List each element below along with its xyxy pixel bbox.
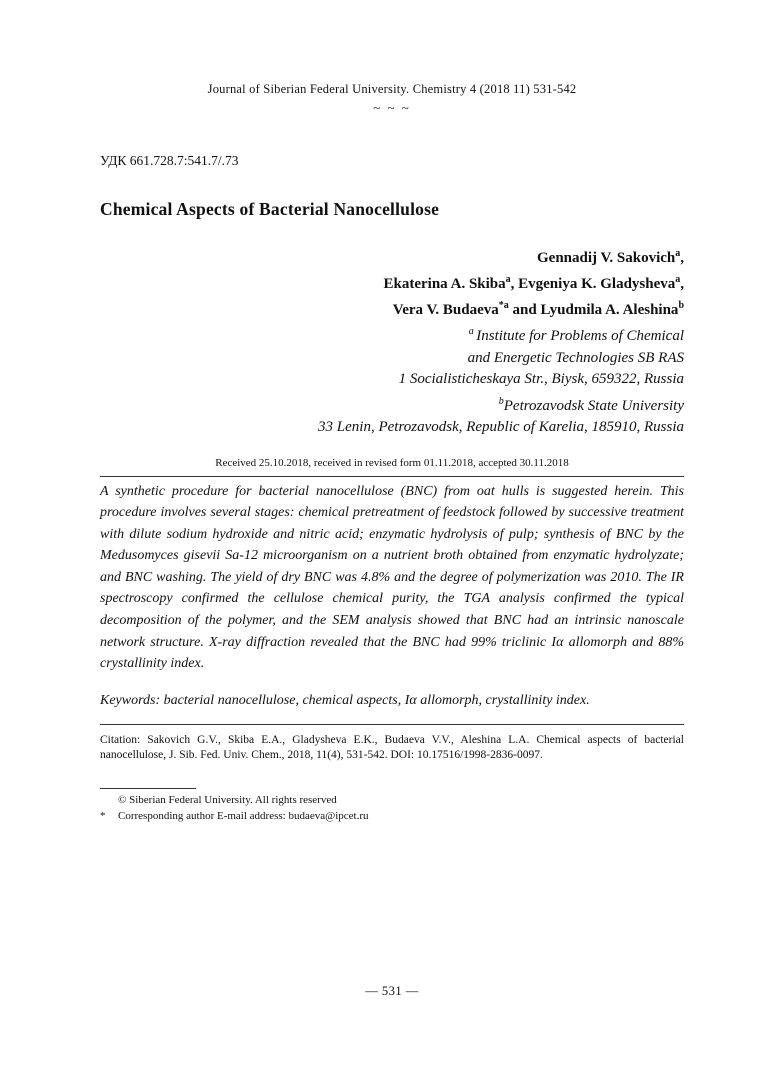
corresponding-author-text: Corresponding author E-mail address: budaeva@ipcet.ru <box>118 809 369 822</box>
udc-code: УДК 661.728.7:541.7/.73 <box>100 153 239 168</box>
journal-header: Journal of Siberian Federal University. Chemistry 4 (2018 11) 531-542 <box>207 82 577 96</box>
affiliation-text: Institute for Problems of Chemical <box>476 328 684 344</box>
affiliation-text: 33 Lenin, Petrozavodsk, Republic of Karelia, 185910, Russia <box>318 419 684 435</box>
author-affiliation-mark: a <box>675 248 681 259</box>
author-name: , Evgeniya K. Gladysheva <box>510 276 676 292</box>
affiliation-mark: b <box>498 395 504 407</box>
affiliation-text: 1 Socialisticheskaya Str., Biysk, 659322, Russia <box>398 371 684 387</box>
page-number: — 531 — <box>365 984 419 998</box>
affiliations-block <box>100 321 684 439</box>
keywords-line: Keywords: bacterial nanocellulose, chemical aspects, Iα allomorph, crystallinity index. <box>100 692 590 708</box>
author-affiliation-mark: a <box>505 274 511 285</box>
author-name: and Lyudmila A. Aleshina <box>508 302 679 318</box>
author-name: Ekaterina A. Skiba <box>383 276 506 292</box>
affiliation-line-5 <box>100 417 684 439</box>
affiliation-line-1 <box>100 321 684 348</box>
divider-top <box>100 476 684 477</box>
author-separator: , <box>680 276 684 292</box>
received-dates: Received 25.10.2018, received in revised form 01.11.2018, accepted 30.11.2018 <box>215 456 569 469</box>
affiliation-line-3 <box>100 369 684 391</box>
footnote-rule <box>100 788 196 789</box>
citation-block: Citation: Sakovich G.V., Skiba E.A., Gladysheva E.K., Budaeva V.V., Aleshina L.A. Chemical aspects of bacterial nanocellulose, J. Sib. Fed. Univ. Chem., 2018, 11(4), 531-542. DOI: 10.17516/1998-2836-0097. <box>100 733 684 762</box>
author-affiliation-mark: a <box>675 274 681 285</box>
author-line-3 <box>100 295 684 321</box>
corresponding-author-line <box>100 808 684 824</box>
author-line-1 <box>100 243 684 269</box>
author-separator: , <box>680 250 684 266</box>
author-name: Gennadij V. Sakovich <box>537 250 676 266</box>
author-name: Vera V. Budaeva <box>392 302 499 318</box>
affiliation-text: and Energetic Technologies SB RAS <box>467 349 684 366</box>
authors-block <box>100 243 684 321</box>
author-affiliation-mark: *a <box>498 300 509 311</box>
footnotes-block <box>100 792 684 824</box>
copyright-line: © Siberian Federal University. All rights reserved <box>118 793 337 806</box>
author-affiliation-mark: b <box>678 300 684 311</box>
asterisk-mark: * <box>100 809 106 822</box>
affiliation-line-2 <box>100 348 684 370</box>
tilde-separator: ~ ~ ~ <box>373 100 411 115</box>
divider-citation <box>100 724 684 725</box>
author-line-2 <box>100 269 684 295</box>
page-content <box>100 0 684 824</box>
abstract-text: A synthetic procedure for bacterial nanocellulose (BNC) from oat hulls is suggested herein. This procedure involves several stages: chemical pretreatment of feedstock followed by successive treatment with dilute sodium hydroxide and nitric acid; enzymatic hydrolysis of pulp; synthesis of BNC by the Medusomyces gisevii Sa-12 microorganism on a nutrient broth obtained from enzymatic hydrolyzate; and BNC washing. The yield of dry BNC was 4.8% and the degree of polymerization was 2010. The IR spectroscopy confirmed the cellulose chemical purity, the TGA analysis confirmed the typical decomposition of the polymer, and the SEM analysis showed that BNC had an intrinsic nanoscale network structure. X-ray diffraction revealed that the BNC had 99% triclinic Iα allomorph and 88% crystallinity index. <box>100 483 684 672</box>
affiliation-line-4 <box>100 391 684 418</box>
affiliation-text: Petrozavodsk State University <box>503 397 684 414</box>
article-title: Chemical Aspects of Bacterial Nanocellulose <box>100 199 440 219</box>
affiliation-mark: a <box>468 326 477 337</box>
